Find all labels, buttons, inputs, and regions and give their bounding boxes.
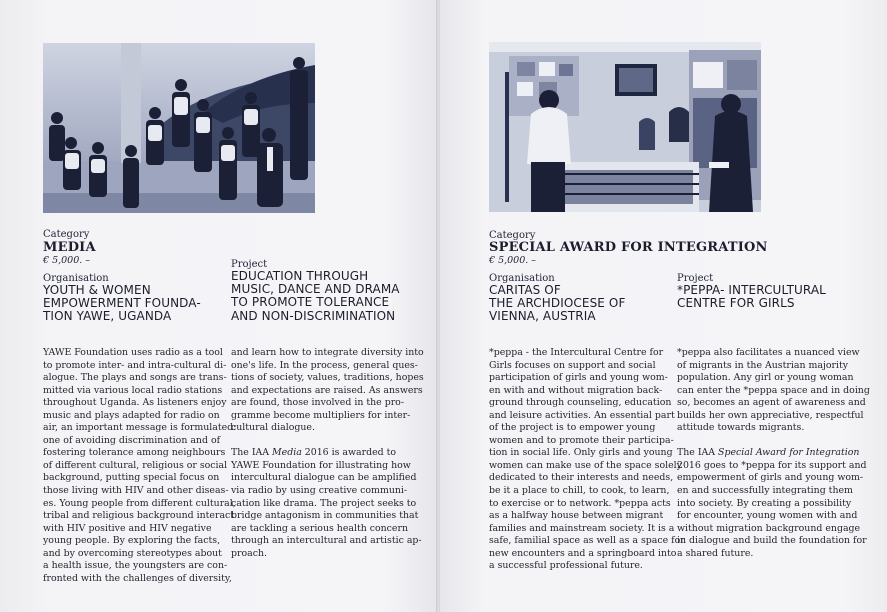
right-page [440, 0, 887, 612]
award-amount: € 5,000. – [43, 255, 91, 266]
organisation-name: YOUTH & WOMEN EMPOWERMENT FOUNDA- TION YAWE, UGANDA [43, 283, 201, 324]
category-title: MEDIA [43, 240, 96, 255]
left-page [0, 0, 438, 612]
category-label: Category [489, 230, 536, 241]
organisation-label: Organisation [489, 273, 555, 284]
body-column-1: YAWE Foundation uses radio as a tool to promote inter- and intra-cultural di- alogue. The plays and songs are trans- mitted via various local radio stations throughout Uganda. As listeners enjoy music and plays adapted for radio on air, an important message is formulated: one of avoiding discrimination and of fostering tolerance among neighbours of different cultural, religious or social background, putting special focus on those living with HIV and other diseas- es. Young people from different cultural, tribal and religious background interact with HIV positive and HIV negative young people. By exploring the facts, and by overcoming stereotypes about a health issue, the youngsters are con- fronted with the challenges of diversity, [43, 347, 237, 584]
organisation-label: Organisation [43, 273, 109, 284]
project-title: *PEPPA- INTERCULTURAL CENTRE FOR GIRLS [677, 283, 826, 311]
body-column-2: and learn how to integrate diversity into one's life. In the process, general ques- tions of society, values, traditions, hopes and expectations are raised. As answers are found, those involved in the pro- gramme become multipliers for inter- cultural dialogue. The IAA Media 2016 is awarded to YAWE Foundation for illustrating how intercultural dialogue can be amplified via radio by using creative communi- cation like drama. The project seeks to bridge antagonism in communities that are tackling a serious health concern through an intercultural and artistic ap- proach. [231, 347, 424, 559]
project-label: Project [231, 259, 268, 270]
project-title: EDUCATION THROUGH MUSIC, DANCE AND DRAMA TO PROMOTE TOLERANCE AND NON-DISCRIMINATION [231, 269, 400, 323]
project-label: Project [677, 273, 714, 284]
award-amount: € 5,000. – [489, 255, 537, 266]
category-title: SPECIAL AWARD FOR INTEGRATION [489, 240, 768, 255]
organisation-name: CARITAS OF THE ARCHDIOCESE OF VIENNA, AUSTRIA [489, 283, 626, 324]
body-column-2: *peppa also facilitates a nuanced view of migrants in the Austrian majority population. Any girl or young woman can enter the *peppa space and in doing so, becomes an agent of awareness and builds her own appreciative, respectful attitude towards migrants. The IAA Special Award for Integration 2016 goes to *peppa for its support and empowerment of girls and young wom- en and successfully integrating them into society. By creating a possibility for encounter, young women with and without migration background engage in dialogue and build the foundation for a shared future. [677, 347, 870, 559]
group-photo [43, 43, 315, 213]
category-label: Category [43, 229, 90, 240]
foosball-photo [489, 42, 761, 212]
body-column-1: *peppa - the Intercultural Centre for Girls focuses on support and social participation of girls and young wom- en with and without migration back- ground through counseling, education and leisure activities. An essential part of the project is to empower young women and to promote their participa- tion in social life. Only girls and young women can make use of the space solely dedicated to their interests and needs, be it a place to chill, to cook, to learn, to exercise or to network. *peppa acts as a halfway house between migrant families and mainstream society. It is a safe, familial space as well as a space for new encounters and a springboard into a successful professional future. [489, 347, 685, 572]
